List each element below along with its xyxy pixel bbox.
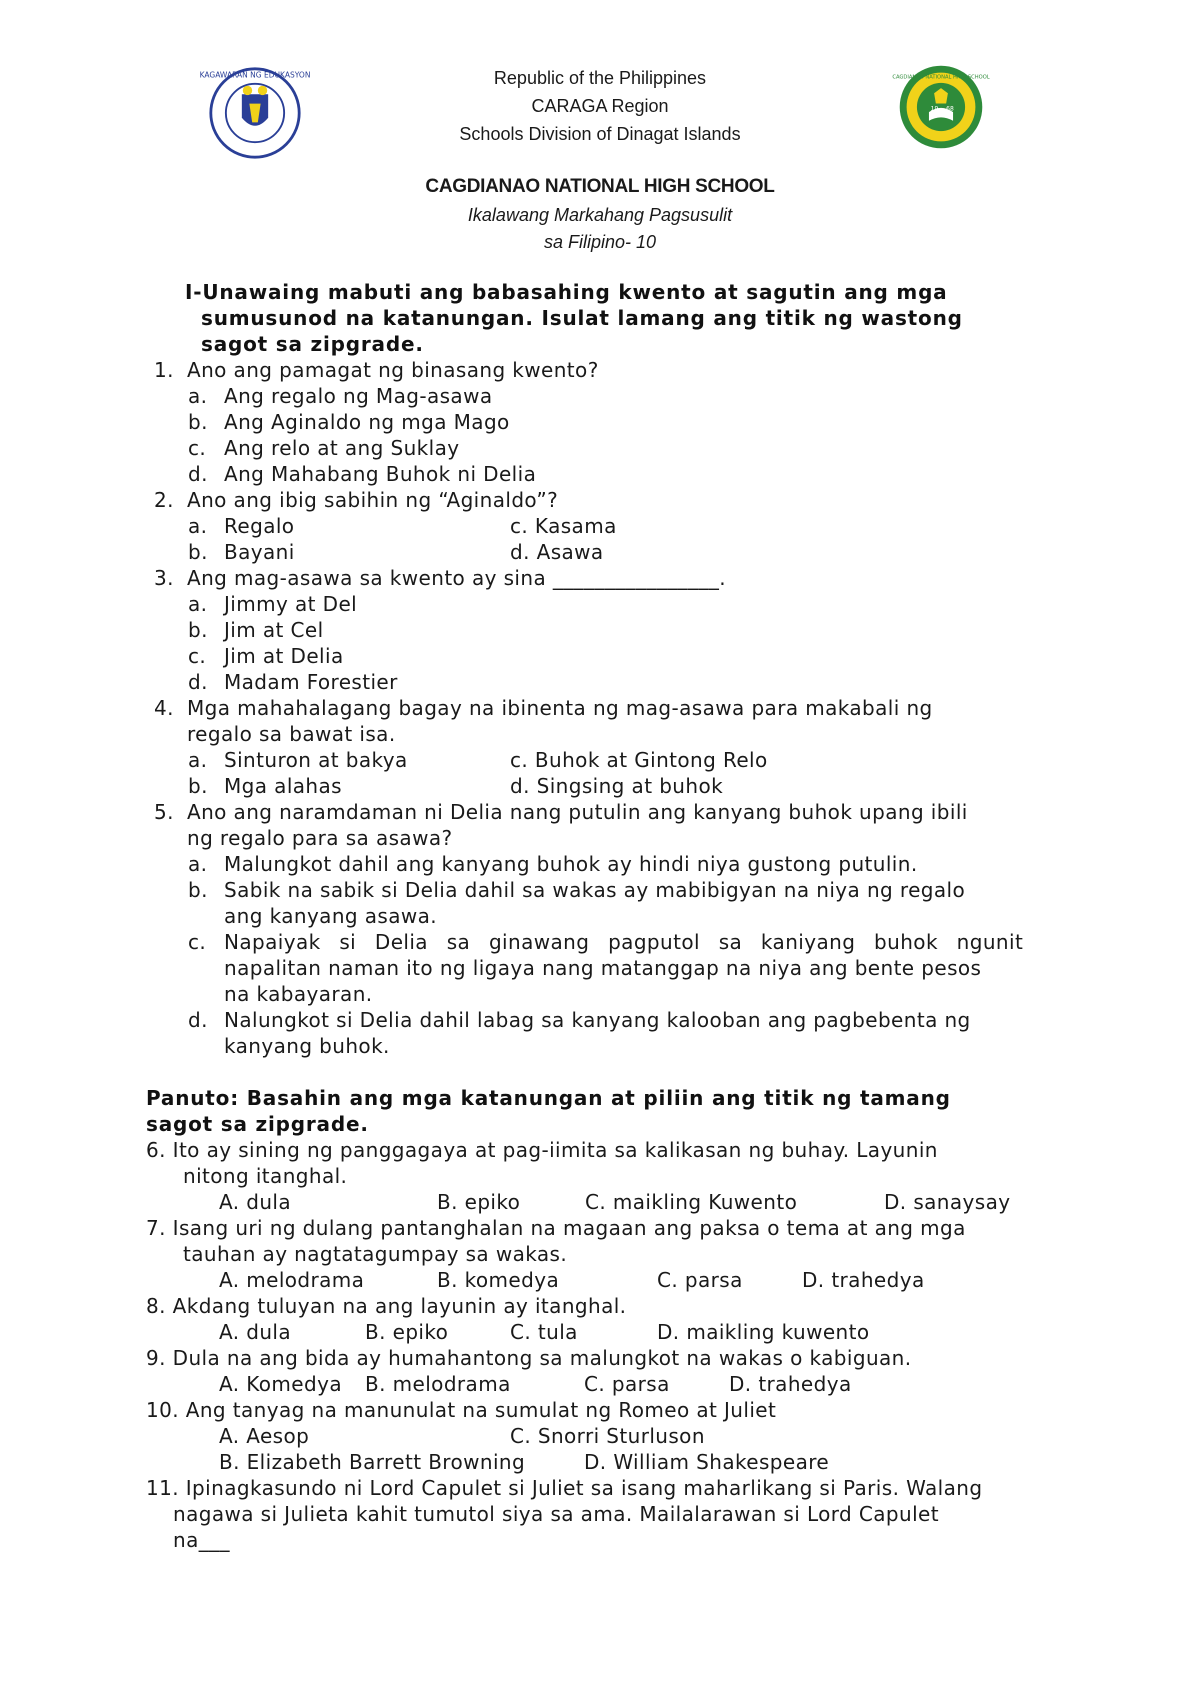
q4-d-text: d. Singsing at buhok bbox=[510, 774, 724, 798]
q7-option-d: D. trahedya bbox=[802, 1268, 925, 1292]
q5-a-text: Malungkot dahil ang kanyang buhok ay hindi niya gustong putulin. bbox=[224, 852, 918, 876]
q9-option-b: B. melodrama bbox=[365, 1372, 511, 1396]
q8-option-b: B. epiko bbox=[365, 1320, 449, 1344]
q4-a-text: Sinturon at bakya bbox=[224, 748, 408, 772]
q5-d-line1: Nalungkot si Delia dahil labag sa kanyang kalooban ang pagbebenta ng bbox=[224, 1008, 971, 1032]
header-division: Schools Division of Dinagat Islands bbox=[459, 124, 741, 144]
q3-a-letter: a. bbox=[188, 592, 208, 616]
q5-a-letter: a. bbox=[188, 852, 208, 876]
q4-number: 4. bbox=[154, 696, 174, 720]
q1-c-text: Ang relo at ang Suklay bbox=[224, 436, 460, 460]
q4-b-text: Mga alahas bbox=[224, 774, 342, 798]
q5-c-line1: Napaiyak si Delia sa ginawang pagputol sa kaniyang buhok ngunit bbox=[224, 930, 1024, 954]
q1-number: 1. bbox=[154, 358, 174, 382]
q2-a-letter: a. bbox=[188, 514, 208, 538]
q2-b-letter: b. bbox=[188, 540, 208, 564]
q9-option-d: D. trahedya bbox=[729, 1372, 852, 1396]
school-seal-year-left: 19 bbox=[930, 105, 939, 113]
q1-b-text: Ang Aginaldo ng mga Mago bbox=[224, 410, 510, 434]
q2-number: 2. bbox=[154, 488, 174, 512]
q1-text: Ano ang pamagat ng binasang kwento? bbox=[187, 358, 599, 382]
q8-line1: 8. Akdang tuluyan na ang layunin ay itanghal. bbox=[146, 1294, 627, 1318]
q11-line1: 11. Ipinagkasundo ni Lord Capulet si Juliet sa isang maharlikang si Paris. Walang bbox=[146, 1476, 983, 1500]
q9-option-a: A. Komedya bbox=[219, 1372, 342, 1396]
school-seal-year-right: 68 bbox=[946, 105, 954, 113]
q1-d-letter: d. bbox=[188, 462, 208, 486]
q3-text: Ang mag-asawa sa kwento ay sina ________________. bbox=[187, 566, 727, 590]
q3-a-text: Jimmy at Del bbox=[224, 592, 358, 616]
q6-line2: nitong itanghal. bbox=[183, 1164, 348, 1188]
q3-b-letter: b. bbox=[188, 618, 208, 642]
q4-text-line2: regalo sa bawat isa. bbox=[187, 722, 396, 746]
q7-option-b: B. komedya bbox=[437, 1268, 560, 1292]
q10-option-d: D. William Shakespeare bbox=[584, 1450, 830, 1474]
q11-line2: nagawa si Julieta kahit tumutol siya sa ama. Mailalarawan si Lord Capulet bbox=[173, 1502, 939, 1526]
part1-instruction-line1: I-Unawaing mabuti ang babasahing kwento at sagutin ang mga bbox=[185, 280, 948, 304]
q10-option-c: C. Snorri Sturluson bbox=[510, 1424, 705, 1448]
q2-text: Ano ang ibig sabihin ng “Aginaldo”? bbox=[187, 488, 559, 512]
q5-number: 5. bbox=[154, 800, 174, 824]
q8-option-c: C. tula bbox=[510, 1320, 578, 1344]
q8-option-a: A. dula bbox=[219, 1320, 292, 1344]
q4-a-letter: a. bbox=[188, 748, 208, 772]
q10-option-a: A. Aesop bbox=[219, 1424, 310, 1448]
q3-c-text: Jim at Delia bbox=[224, 644, 344, 668]
part1-instruction-line2: sumusunod na katanungan. Isulat lamang ang titik ng wastong bbox=[201, 306, 963, 330]
q3-d-text: Madam Forestier bbox=[224, 670, 398, 694]
q5-c-letter: c. bbox=[188, 930, 207, 954]
q7-option-a: A. melodrama bbox=[219, 1268, 365, 1292]
q7-line1: 7. Isang uri ng dulang pantanghalan na magaan ang paksa o tema at ang mga bbox=[146, 1216, 966, 1240]
part2-instruction-line1: Panuto: Basahin ang mga katanungan at piliin ang titik ng tamang bbox=[146, 1086, 951, 1110]
header-school-name: CAGDIANAO NATIONAL HIGH SCHOOL bbox=[425, 176, 775, 197]
q7-line2: tauhan ay nagtatagumpay sa wakas. bbox=[183, 1242, 568, 1266]
q5-d-line2: kanyang buhok. bbox=[224, 1034, 390, 1058]
q4-b-letter: b. bbox=[188, 774, 208, 798]
q5-text-line1: Ano ang naramdaman ni Delia nang putulin ang kanyang buhok upang ibili bbox=[187, 800, 968, 824]
q2-b-text: Bayani bbox=[224, 540, 295, 564]
q7-option-c: C. parsa bbox=[657, 1268, 743, 1292]
q3-b-text: Jim at Cel bbox=[224, 618, 324, 642]
q5-d-letter: d. bbox=[188, 1008, 208, 1032]
q1-a-letter: a. bbox=[188, 384, 208, 408]
q9-option-c: C. parsa bbox=[584, 1372, 670, 1396]
q4-c-text: c. Buhok at Gintong Relo bbox=[510, 748, 768, 772]
q1-a-text: Ang regalo ng Mag-asawa bbox=[224, 384, 493, 408]
q5-b-line1: Sabik na sabik si Delia dahil sa wakas ay mabibigyan na niya ng regalo bbox=[224, 878, 966, 902]
q5-c-line3: na kabayaran. bbox=[224, 982, 373, 1006]
q5-c-line2: napalitan naman ito ng ligaya nang matanggap na niya ang bente pesos bbox=[224, 956, 982, 980]
q2-a-text: Regalo bbox=[224, 514, 295, 538]
part1-instruction-line3: sagot sa zipgrade. bbox=[201, 332, 424, 356]
q9-line1: 9. Dula na ang bida ay humahantong sa malungkot na wakas o kabiguan. bbox=[146, 1346, 912, 1370]
q6-line1: 6. Ito ay sining ng panggagaya at pag-iimita sa kalikasan ng buhay. Layunin bbox=[146, 1138, 938, 1162]
q6-option-d: D. sanaysay bbox=[884, 1190, 1011, 1214]
q1-c-letter: c. bbox=[188, 436, 207, 460]
q2-c-text: c. Kasama bbox=[510, 514, 617, 538]
school-seal-text: CAGDIANAO NATIONAL HIGH SCHOOL bbox=[892, 74, 990, 81]
q3-number: 3. bbox=[154, 566, 174, 590]
q2-d-text: d. Asawa bbox=[510, 540, 604, 564]
deped-seal-text: KAGAWARAN NG EDUKASYON bbox=[199, 70, 311, 80]
q1-d-text: Ang Mahabang Buhok ni Delia bbox=[224, 462, 537, 486]
q1-b-letter: b. bbox=[188, 410, 208, 434]
q6-option-b: B. epiko bbox=[437, 1190, 521, 1214]
q5-b-letter: b. bbox=[188, 878, 208, 902]
q10-option-b: B. Elizabeth Barrett Browning bbox=[219, 1450, 526, 1474]
header-region: CARAGA Region bbox=[531, 96, 669, 116]
q8-option-d: D. maikling kuwento bbox=[657, 1320, 870, 1344]
part2-instruction-line2: sagot sa zipgrade. bbox=[146, 1112, 369, 1136]
header-exam-title: Ikalawang Markahang Pagsusulit bbox=[467, 205, 733, 225]
q6-option-c: C. maikling Kuwento bbox=[585, 1190, 798, 1214]
header-subject: sa Filipino- 10 bbox=[543, 232, 657, 252]
q5-b-line2: ang kanyang asawa. bbox=[224, 904, 438, 928]
q3-d-letter: d. bbox=[188, 670, 208, 694]
header-republic: Republic of the Philippines bbox=[493, 68, 707, 88]
q5-text-line2: ng regalo para sa asawa? bbox=[187, 826, 453, 850]
q4-text-line1: Mga mahahalagang bagay na ibinenta ng mag-asawa para makabali ng bbox=[187, 696, 933, 720]
q11-line3: na___ bbox=[173, 1528, 230, 1552]
q6-option-a: A. dula bbox=[219, 1190, 292, 1214]
q10-line1: 10. Ang tanyag na manunulat na sumulat ng Romeo at Juliet bbox=[146, 1398, 777, 1422]
q3-c-letter: c. bbox=[188, 644, 207, 668]
